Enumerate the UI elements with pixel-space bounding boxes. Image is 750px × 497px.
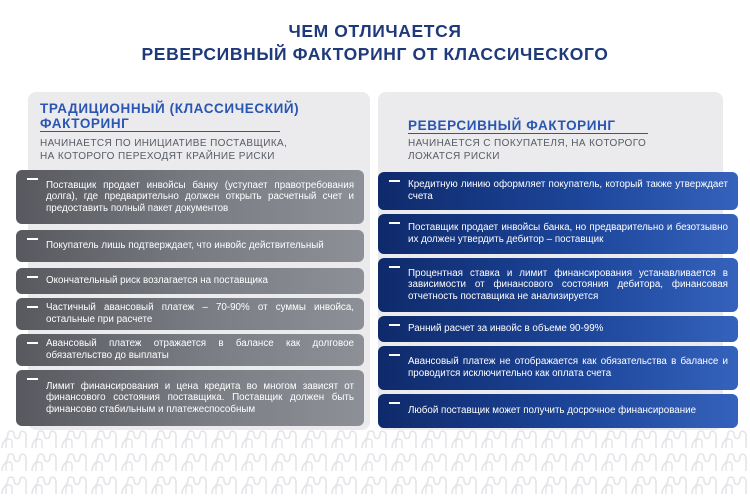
reverse-item-text: Процентная ставка и лимит финансирования устанавливается в зависимости от финансового состояния дебитора, финансовая отчетность поставщика не анализируется (408, 267, 728, 302)
dash-icon (27, 238, 38, 240)
traditional-subtitle (40, 137, 287, 163)
reverse-item-text: Ранний расчет за инвойс в объеме 90-99% (408, 323, 604, 335)
dash-icon (27, 342, 38, 344)
dash-icon (27, 178, 38, 180)
reverse-subtitle-line-2: ЛОЖАТСЯ РИСКИ (408, 151, 500, 162)
page-title (0, 20, 750, 66)
traditional-item-text: Лимит финансирования и цена кредита во многом зависят от финансового состояния поставщика. Поставщик должен быть финансово стабильным и платежеспособным (46, 380, 354, 415)
traditional-item-text: Авансовый платеж отражается в балансе как долговое обязательство до выплаты (46, 338, 354, 361)
traditional-item (16, 370, 364, 426)
reverse-subtitle-line-1: НАЧИНАЕТСЯ С ПОКУПАТЕЛЯ, НА КОТОРОГО (408, 138, 647, 149)
decorative-pattern (0, 428, 750, 497)
traditional-heading-line-2: ФАКТОРИНГ (40, 116, 130, 131)
traditional-item (16, 298, 364, 330)
traditional-item-text: Покупатель лишь подтверждает, что инвойс действительный (46, 240, 324, 252)
traditional-subtitle-line-1: НАЧИНАЕТСЯ ПО ИНИЦИАТИВЕ ПОСТАВЩИКА, (40, 138, 288, 149)
traditional-item (16, 230, 364, 262)
dash-icon (389, 222, 400, 224)
traditional-heading-line-1: ТРАДИЦИОННЫЙ (КЛАССИЧЕСКИЙ) (40, 101, 300, 116)
traditional-heading (40, 101, 299, 131)
reverse-item-text: Авансовый платеж не отображается как обязательства в балансе и проводится исключительно как оплата счета (408, 356, 728, 379)
reverse-item-text: Кредитную линию оформляет покупатель, который также утверждает счета (408, 179, 728, 202)
reverse-item (378, 214, 738, 254)
dash-icon (389, 324, 400, 326)
dash-icon (27, 306, 38, 308)
reverse-subtitle (408, 137, 646, 163)
traditional-heading-underline (40, 131, 280, 132)
dash-icon (389, 354, 400, 356)
reverse-item (378, 394, 738, 428)
traditional-item-text: Окончательный риск возлагается на поставщика (46, 275, 268, 287)
reverse-item (378, 172, 738, 210)
traditional-subtitle-line-2: НА КОТОРОГО ПЕРЕХОДЯТ КРАЙНИЕ РИСКИ (40, 151, 275, 162)
reverse-item-text: Поставщик продает инвойсы банка, но предварительно и безотзывно их должен утвердить дебитор – поставщик (408, 222, 728, 245)
traditional-item (16, 268, 364, 294)
reverse-heading-underline (408, 133, 648, 134)
traditional-item-text: Поставщик продает инвойсы банку (уступает правотребования долга), где предварительно должен открыть расчетный счет и предоставить полный пакет документов (46, 179, 354, 214)
traditional-item-text: Частичный авансовый платеж – 70-90% от суммы инвойса, остальные при расчете (46, 302, 354, 325)
dash-icon (27, 378, 38, 380)
page-title-line-2: РЕВЕРСИВНЫЙ ФАКТОРИНГ ОТ КЛАССИЧЕСКОГО (141, 44, 609, 64)
dash-icon (27, 276, 38, 278)
dash-icon (389, 266, 400, 268)
reverse-item-text: Любой поставщик может получить досрочное финансирование (408, 405, 697, 417)
dash-icon (389, 180, 400, 182)
dash-icon (389, 402, 400, 404)
reverse-item (378, 258, 738, 312)
reverse-item (378, 346, 738, 390)
page-title-line-1: ЧЕМ ОТЛИЧАЕТСЯ (288, 21, 462, 41)
traditional-item (16, 170, 364, 224)
traditional-item (16, 334, 364, 366)
reverse-heading: РЕВЕРСИВНЫЙ ФАКТОРИНГ (408, 118, 616, 133)
reverse-item (378, 316, 738, 342)
